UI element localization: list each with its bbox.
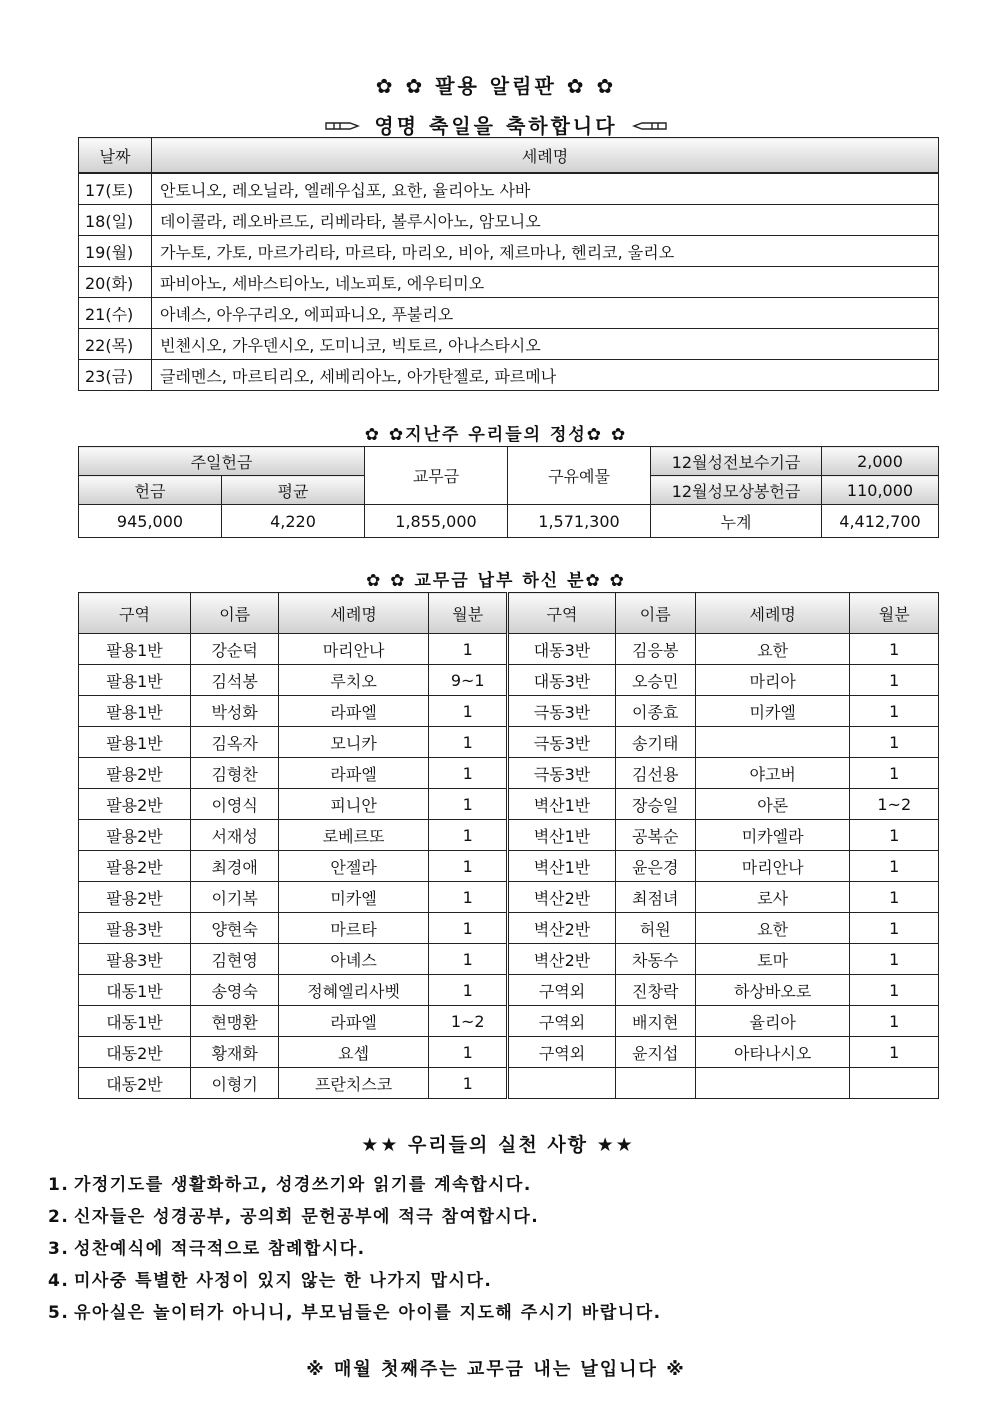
donor-district-cell: 대동1반: [79, 975, 191, 1006]
cash-value: 945,000: [79, 505, 222, 538]
donor-months-cell: 1: [850, 882, 939, 913]
donor-baptismal-name-cell: 마리안나: [695, 851, 850, 882]
donor-name-cell: 황재화: [191, 1037, 279, 1068]
donor-district-cell: 팔용1반: [79, 665, 191, 696]
donors-header-cell: 구역: [508, 593, 615, 634]
donor-months-cell: 1: [850, 727, 939, 758]
donor-months-cell: 1: [850, 696, 939, 727]
donor-district-cell: 구역외: [508, 975, 615, 1006]
list-item: [48, 1297, 948, 1329]
donor-name-cell: 이형기: [191, 1068, 279, 1099]
donor-months-cell: 1: [850, 1006, 939, 1037]
pointing-hand-left-icon: [628, 114, 668, 138]
table-row: [79, 665, 939, 696]
donor-district-cell: 팔용2반: [79, 851, 191, 882]
practice-text: 미사중 특별한 사정이 있지 않는 한 나가지 맙시다.: [74, 1271, 493, 1291]
donor-months-cell: 1: [850, 820, 939, 851]
donor-months-cell: 1: [428, 727, 508, 758]
donor-months-cell: 1: [850, 665, 939, 696]
donor-name-cell: 이기복: [191, 882, 279, 913]
donor-months-cell: 1: [428, 913, 508, 944]
practice-number: 1.: [48, 1175, 70, 1195]
donor-baptismal-name-cell: 로베르또: [279, 820, 429, 851]
dues-value: 1,855,000: [365, 505, 508, 538]
feast-date: 17(토): [79, 173, 152, 205]
donor-baptismal-name-cell: 아타나시오: [695, 1037, 850, 1068]
donor-baptismal-name-cell: 토마: [695, 944, 850, 975]
donor-name-cell: 박성화: [191, 696, 279, 727]
donor-district-cell: 벽산2반: [508, 882, 615, 913]
donor-months-cell: 1: [428, 1037, 508, 1068]
offering-section-title: ✿ ✿지난주 우리들의 정성✿ ✿: [364, 425, 628, 445]
donor-district-cell: 극동3반: [508, 696, 615, 727]
donors-header-cell: 이름: [191, 593, 279, 634]
practice-section: [48, 1130, 948, 1329]
donor-baptismal-name-cell: 미카엘: [695, 696, 850, 727]
donors-header-cell: 월분: [850, 593, 939, 634]
feast-date: 21(수): [79, 298, 152, 329]
table-row: [79, 913, 939, 944]
donor-months-cell: 1: [428, 820, 508, 851]
donor-baptismal-name-cell: 요셉: [279, 1037, 429, 1068]
donor-months-cell: [850, 1068, 939, 1099]
savings-value: 1,571,300: [508, 505, 651, 538]
table-row: [79, 696, 939, 727]
donor-baptismal-name-cell: 요한: [695, 913, 850, 944]
feast-date: 19(월): [79, 236, 152, 267]
practice-number: 4.: [48, 1271, 70, 1291]
donor-district-cell: 대동2반: [79, 1037, 191, 1068]
feast-subtitle: [0, 110, 992, 139]
donor-baptismal-name-cell: 요한: [695, 634, 850, 665]
donor-district-cell: 벽산2반: [508, 913, 615, 944]
feast-row: [79, 298, 939, 329]
table-row: [79, 758, 939, 789]
donor-district-cell: 대동3반: [508, 665, 615, 696]
donor-name-cell: 양현숙: [191, 913, 279, 944]
donor-name-cell: 김옥자: [191, 727, 279, 758]
donor-months-cell: 1: [428, 975, 508, 1006]
donor-baptismal-name-cell: 마리아: [695, 665, 850, 696]
dues-donors-table: [78, 592, 939, 1099]
donor-district-cell: 구역외: [508, 1006, 615, 1037]
list-item: [48, 1265, 948, 1297]
donor-district-cell: 팔용1반: [79, 696, 191, 727]
donor-district-cell: 팔용3반: [79, 913, 191, 944]
table-row: [79, 1037, 939, 1068]
donor-baptismal-name-cell: 안젤라: [279, 851, 429, 882]
donor-name-cell: 진창락: [615, 975, 695, 1006]
donor-months-cell: 1~2: [428, 1006, 508, 1037]
donor-name-cell: 송기태: [615, 727, 695, 758]
donor-district-cell: 팔용2반: [79, 758, 191, 789]
donor-baptismal-name-cell: 미카엘라: [695, 820, 850, 851]
donor-months-cell: 1: [428, 758, 508, 789]
donor-name-cell: 김선용: [615, 758, 695, 789]
mary-offering-label: 12월성모상봉헌금: [651, 476, 822, 505]
donor-district-cell: 팔용3반: [79, 944, 191, 975]
list-item: [48, 1169, 948, 1201]
list-item: [48, 1233, 948, 1265]
practice-number: 5.: [48, 1303, 70, 1323]
donor-district-cell: 벽산1반: [508, 851, 615, 882]
donor-district-cell: 팔용2반: [79, 882, 191, 913]
donor-baptismal-name-cell: 하상바오로: [695, 975, 850, 1006]
donor-baptismal-name-cell: [695, 1068, 850, 1099]
table-row: [79, 882, 939, 913]
donor-baptismal-name-cell: 아녜스: [279, 944, 429, 975]
donor-baptismal-name-cell: 율리아: [695, 1006, 850, 1037]
donor-district-cell: 구역외: [508, 1037, 615, 1068]
donor-months-cell: 1: [850, 634, 939, 665]
bulletin-title: ✿ ✿ 팔용 알림판 ✿ ✿: [375, 74, 617, 98]
total-value: 4,412,700: [822, 505, 939, 538]
donor-name-cell: 장승일: [615, 789, 695, 820]
feast-row: [79, 173, 939, 205]
donor-baptismal-name-cell: 모니카: [279, 727, 429, 758]
feast-names: 안토니오, 레오닐라, 엘레우십포, 요한, 율리아노 사바: [152, 173, 939, 205]
donor-district-cell: 대동1반: [79, 1006, 191, 1037]
table-row: [79, 851, 939, 882]
donor-months-cell: 1: [850, 851, 939, 882]
feast-date: 23(금): [79, 360, 152, 391]
donor-district-cell: 극동3반: [508, 727, 615, 758]
donor-months-cell: 1: [428, 882, 508, 913]
col-baptismal-name: 세례명: [152, 138, 939, 174]
donor-baptismal-name-cell: 라파엘: [279, 1006, 429, 1037]
donor-name-cell: 윤은경: [615, 851, 695, 882]
donor-district-cell: 팔용2반: [79, 820, 191, 851]
feast-row: [79, 205, 939, 236]
feast-row: [79, 267, 939, 298]
feast-names: 파비아노, 세바스티아노, 네노피토, 에우티미오: [152, 267, 939, 298]
donor-baptismal-name-cell: 라파엘: [279, 758, 429, 789]
donor-name-cell: 최경애: [191, 851, 279, 882]
practice-title: ★★ 우리들의 실천 사항 ★★: [361, 1134, 635, 1156]
feast-date: 18(일): [79, 205, 152, 236]
feast-date: 20(화): [79, 267, 152, 298]
practice-text: 유아실은 놀이터가 아니니, 부모님들은 아이를 지도해 주시기 바랍니다.: [74, 1303, 662, 1323]
feast-names: 빈첸시오, 가우덴시오, 도미니코, 빅토르, 아나스타시오: [152, 329, 939, 360]
table-row: [79, 975, 939, 1006]
donor-months-cell: 9~1: [428, 665, 508, 696]
donor-name-cell: 김석봉: [191, 665, 279, 696]
donor-name-cell: 이종효: [615, 696, 695, 727]
donor-months-cell: 1: [850, 1037, 939, 1068]
donor-name-cell: 최점녀: [615, 882, 695, 913]
list-item: [48, 1201, 948, 1233]
donor-name-cell: 차동수: [615, 944, 695, 975]
donor-name-cell: 강순덕: [191, 634, 279, 665]
practice-text: 성찬예식에 적극적으로 참례합시다.: [74, 1239, 366, 1259]
donors-header-cell: 이름: [615, 593, 695, 634]
donor-district-cell: 팔용2반: [79, 789, 191, 820]
donor-months-cell: 1: [428, 851, 508, 882]
donor-district-cell: [508, 1068, 615, 1099]
table-row: [79, 820, 939, 851]
donor-name-cell: [615, 1068, 695, 1099]
table-row: [79, 1006, 939, 1037]
donor-months-cell: 1: [850, 944, 939, 975]
feast-names: 데이콜라, 레오바르도, 리베라타, 볼루시아노, 암모니오: [152, 205, 939, 236]
donor-baptismal-name-cell: 야고버: [695, 758, 850, 789]
donor-district-cell: 팔용1반: [79, 634, 191, 665]
table-row: [79, 944, 939, 975]
donor-months-cell: 1: [850, 913, 939, 944]
donor-name-cell: 현맹환: [191, 1006, 279, 1037]
donor-months-cell: 1: [428, 944, 508, 975]
subtitle-text: 영명 축일을 축하합니다: [374, 114, 618, 138]
table-row: [79, 789, 939, 820]
donor-baptismal-name-cell: 프란치스코: [279, 1068, 429, 1099]
table-row: [79, 1068, 939, 1099]
practice-text: 신자들은 성경공부, 공의회 문헌공부에 적극 참여합시다.: [74, 1207, 540, 1227]
fund-value: 2,000: [822, 447, 939, 476]
table-row: [79, 727, 939, 758]
savings-label: 구유예물: [508, 447, 651, 505]
offering-table: [78, 446, 939, 538]
donor-district-cell: 대동2반: [79, 1068, 191, 1099]
donor-name-cell: 공복순: [615, 820, 695, 851]
donor-district-cell: 벽산1반: [508, 789, 615, 820]
average-value: 4,220: [222, 505, 365, 538]
table-row: [79, 634, 939, 665]
donor-months-cell: 1: [850, 758, 939, 789]
donor-district-cell: 극동3반: [508, 758, 615, 789]
practice-number: 3.: [48, 1239, 70, 1259]
mary-offering-value: 110,000: [822, 476, 939, 505]
donor-baptismal-name-cell: 피니안: [279, 789, 429, 820]
sunday-offering-label: 주일헌금: [79, 447, 365, 476]
donor-name-cell: 김현영: [191, 944, 279, 975]
dues-label: 교무금: [365, 447, 508, 505]
donor-name-cell: 배지현: [615, 1006, 695, 1037]
donor-months-cell: 1: [428, 696, 508, 727]
footer-notice: ※ 매월 첫째주는 교무금 내는 날입니다 ※: [306, 1359, 686, 1380]
feast-day-table: [78, 137, 939, 391]
donors-header-cell: 세례명: [695, 593, 850, 634]
donor-name-cell: 서재성: [191, 820, 279, 851]
donors-header-cell: 세례명: [279, 593, 429, 634]
donor-district-cell: 대동3반: [508, 634, 615, 665]
donor-district-cell: 벽산1반: [508, 820, 615, 851]
feast-names: 글레멘스, 마르티리오, 세베리아노, 아가탄젤로, 파르메나: [152, 360, 939, 391]
donor-baptismal-name-cell: 로사: [695, 882, 850, 913]
feast-row: [79, 360, 939, 391]
donor-months-cell: 1: [850, 975, 939, 1006]
practice-number: 2.: [48, 1207, 70, 1227]
feast-date: 22(목): [79, 329, 152, 360]
donor-months-cell: 1: [428, 634, 508, 665]
practice-list: [48, 1169, 948, 1329]
average-label: 평균: [222, 476, 365, 505]
cash-label: 헌금: [79, 476, 222, 505]
donor-name-cell: 윤지섭: [615, 1037, 695, 1068]
donor-months-cell: 1: [428, 789, 508, 820]
pointing-hand-right-icon: [324, 114, 374, 138]
donor-name-cell: 김형찬: [191, 758, 279, 789]
donor-name-cell: 송영숙: [191, 975, 279, 1006]
donor-district-cell: 벽산2반: [508, 944, 615, 975]
donor-baptismal-name-cell: 마리안나: [279, 634, 429, 665]
donor-baptismal-name-cell: 아론: [695, 789, 850, 820]
donor-name-cell: 허원: [615, 913, 695, 944]
donor-months-cell: 1~2: [850, 789, 939, 820]
donor-name-cell: 오승민: [615, 665, 695, 696]
donor-name-cell: 이영식: [191, 789, 279, 820]
practice-text: 가정기도를 생활화하고, 성경쓰기와 읽기를 계속합시다.: [74, 1175, 532, 1195]
donor-name-cell: 김응봉: [615, 634, 695, 665]
donor-baptismal-name-cell: 마르타: [279, 913, 429, 944]
col-date: 날짜: [79, 138, 152, 174]
donors-section-title: ✿ ✿ 교무금 납부 하신 분✿ ✿: [366, 571, 626, 591]
donor-baptismal-name-cell: 미카엘: [279, 882, 429, 913]
donors-header-cell: 구역: [79, 593, 191, 634]
feast-names: 가누토, 가토, 마르가리타, 마르타, 마리오, 비아, 제르마나, 헨리코, 울리오: [152, 236, 939, 267]
total-label: 누계: [651, 505, 822, 538]
fund-label: 12월성전보수기금: [651, 447, 822, 476]
donor-months-cell: 1: [428, 1068, 508, 1099]
feast-names: 아녜스, 아우구리오, 에피파니오, 푸불리오: [152, 298, 939, 329]
donor-baptismal-name-cell: [695, 727, 850, 758]
donor-baptismal-name-cell: 정혜엘리사벳: [279, 975, 429, 1006]
donors-header-cell: 월분: [428, 593, 508, 634]
feast-row: [79, 329, 939, 360]
feast-row: [79, 236, 939, 267]
donor-baptismal-name-cell: 루치오: [279, 665, 429, 696]
donor-district-cell: 팔용1반: [79, 727, 191, 758]
donor-baptismal-name-cell: 라파엘: [279, 696, 429, 727]
